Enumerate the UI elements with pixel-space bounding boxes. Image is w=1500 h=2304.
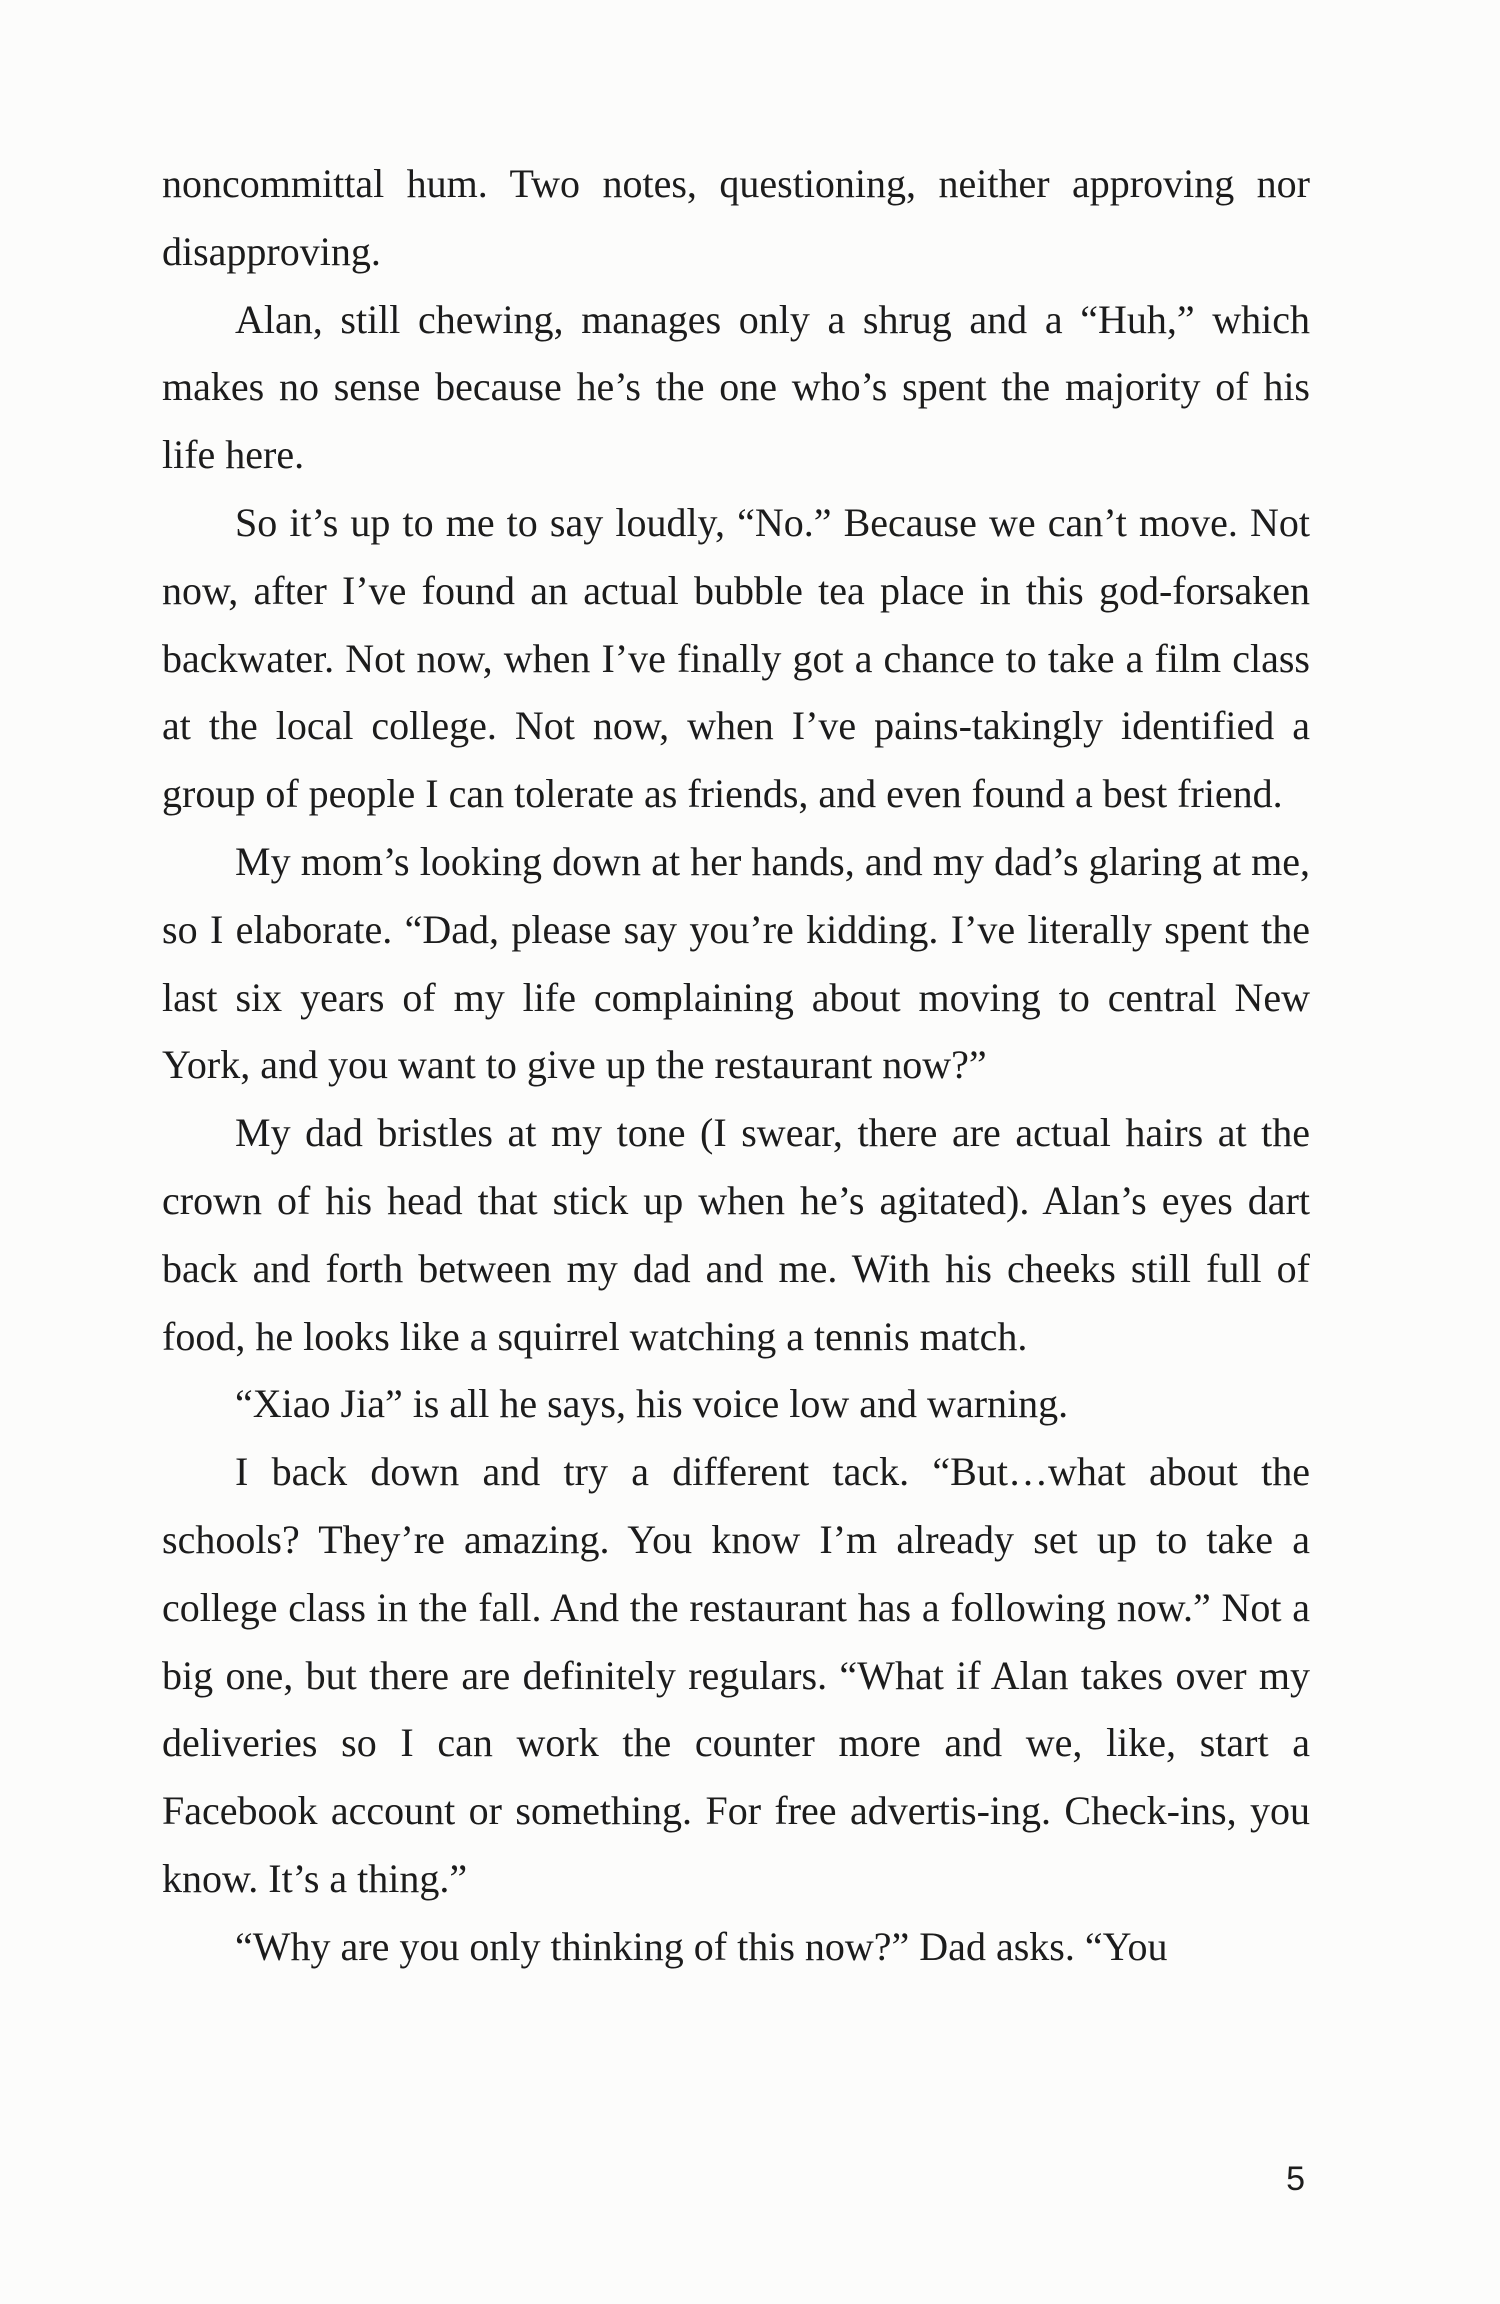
paragraph: “Why are you only thinking of this now?” Dad asks. “You	[235, 1923, 1168, 1969]
paragraph: I back down and try a different tack. “But…what about the schools? They’re amazing. You know I’m already set up to take a college class in the fall. And the restaurant has a following now.” Not a big one, but there are definitely regulars. “What if Alan takes over my deliveries so I can work the counter more and we, like, start a Facebook account or something. For free advertis-ing. Check-ins, you know. It’s a thing.”	[162, 1449, 1310, 1901]
paragraph: My mom’s looking down at her hands, and my dad’s glaring at me, so I elaborate. “Dad, please say you’re kidding. I’ve literally spent the last six years of my life complaining about moving to central New York, and you want to give up the restaurant now?”	[162, 838, 1310, 1088]
page-number: 5	[1286, 2160, 1305, 2198]
body-text	[162, 150, 1310, 1981]
paragraph: My dad bristles at my tone (I swear, there are actual hairs at the crown of his head that stick up when he’s agitated). Alan’s eyes dart back and forth between my dad and me. With his cheeks still full of food, he looks like a squirrel watching a tennis match.	[162, 1110, 1310, 1359]
paragraph: So it’s up to me to say loudly, “No.” Because we can’t move. Not now, after I’ve found an actual bubble tea place in this god-forsaken backwater. Not now, when I’ve finally got a chance to take a film class at the local college. Not now, when I’ve pains-takingly identified a group of people I can tolerate as friends, and even found a best friend.	[162, 499, 1310, 817]
paragraph: “Xiao Jia” is all he says, his voice low and warning.	[235, 1381, 1069, 1427]
paragraph: Alan, still chewing, manages only a shrug and a “Huh,” which makes no sense because he’s the one who’s spent the majority of his life here.	[162, 296, 1310, 478]
paragraph-continued: noncommittal hum. Two notes, questioning, neither approving nor disapproving.	[162, 161, 1310, 274]
